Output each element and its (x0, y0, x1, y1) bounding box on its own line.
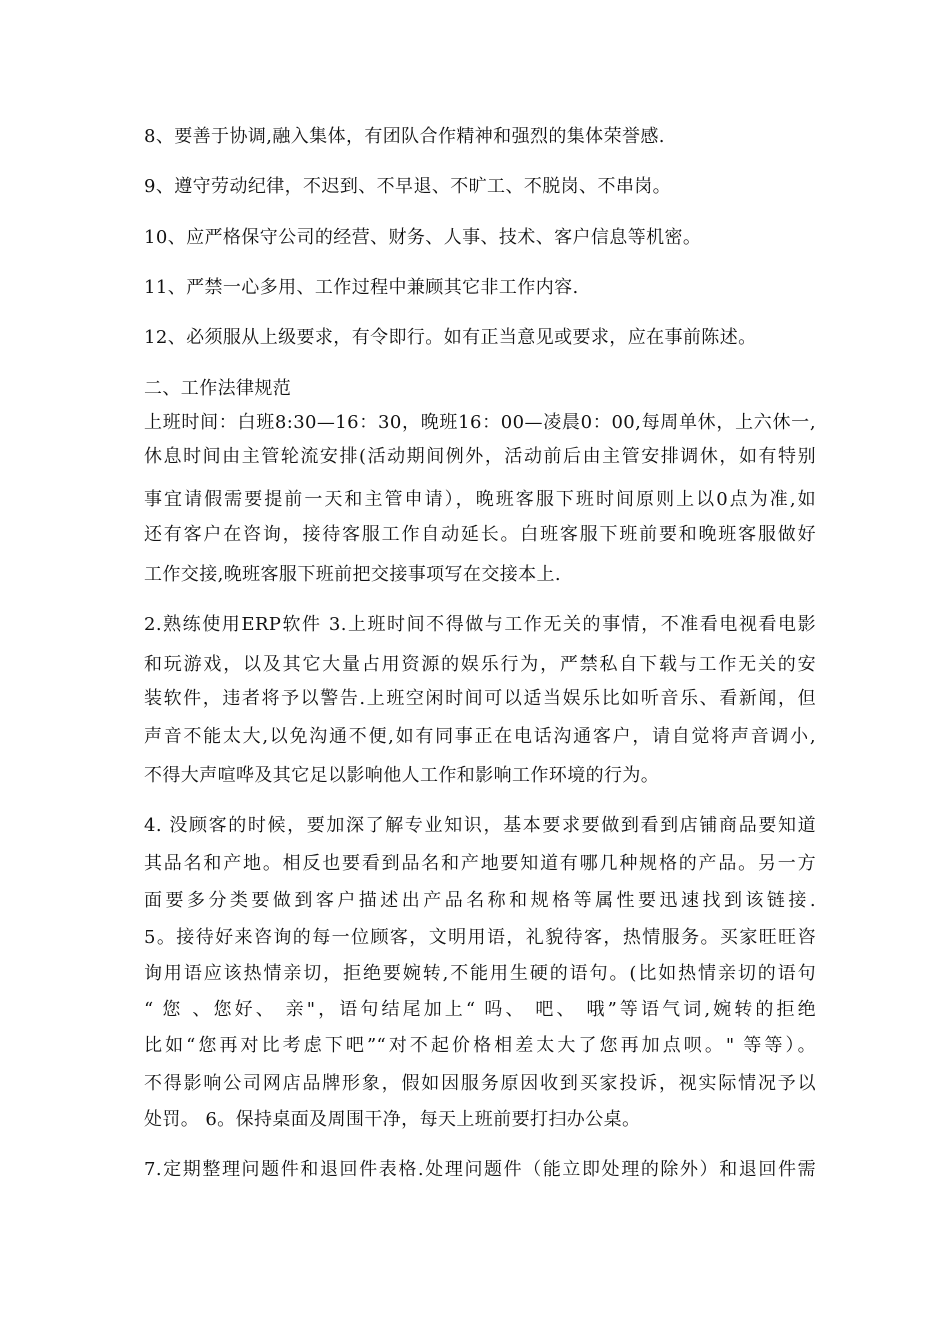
rule-10: 10、应严格保守公司的经营、财务、人事、技术、客户信息等机密。 (144, 227, 702, 248)
rule-11: 11、严禁一心多用、工作过程中兼顾其它非工作内容. (144, 277, 579, 298)
rule-9: 9、遵守劳动纪律，不迟到、不早退、不旷工、不脱岗、不串岗。 (144, 176, 672, 197)
paragraph-line: 处罚。 6。保持桌面及周围干净，每天上班前要打扫办公桌。 (144, 1109, 641, 1130)
rule-8: 8、要善于协调,融入集体，有团队合作精神和强烈的集体荣誉感. (144, 126, 665, 147)
paragraph-line: 2.熟练使用ERP软件 3.上班时间不得做与工作无关的事情，不准看电视看电影 (144, 614, 816, 635)
paragraph-line: 还有客户在咨询，接待客服工作自动延长。白班客服下班前要和晚班客服做好 (144, 524, 816, 545)
rule-12: 12、必须服从上级要求，有令即行。如有正当意见或要求，应在事前陈述。 (144, 327, 757, 348)
paragraph-line: 和玩游戏，以及其它大量占用资源的娱乐行为，严禁私自下载与工作无关的安 (144, 654, 816, 675)
paragraph-line: 休息时间由主管轮流安排(活动期间例外，活动前后由主管安排调休，如有特别 (144, 446, 816, 467)
paragraph-line: 4. 没顾客的时候，要加深了解专业知识，基本要求要做到看到店铺商品要知道 (144, 815, 816, 836)
paragraph-line: 事宜请假需要提前一天和主管申请），晚班客服下班时间原则上以0点为准,如 (144, 489, 816, 510)
paragraph-line: 工作交接,晚班客服下班前把交接事项写在交接本上. (144, 564, 562, 585)
paragraph-line: 比如“您再对比考虑下吧”“对不起价格相差太大了您再加点呗。" 等等）。 (144, 1035, 816, 1056)
paragraph-line: 其品名和产地。相反也要看到品名和产地要知道有哪几种规格的产品。另一方 (144, 853, 816, 874)
paragraph-line: 不得大声喧哗及其它足以影响他人工作和影响工作环境的行为。 (144, 765, 660, 786)
paragraph-line: 声音不能太大,以免沟通不便,如有同事正在电话沟通客户，请自觉将声音调小, (144, 726, 816, 747)
paragraph-line: 5。接待好来咨询的每一位顾客，文明用语，礼貌待客，热情服务。买家旺旺咨 (144, 927, 816, 948)
paragraph-line: 询用语应该热情亲切，拒绝要婉转,不能用生硬的语句。(比如热情亲切的语句 (144, 963, 816, 984)
paragraph-line: “ 您 、您好、 亲"，语句结尾加上“ 吗、 吧、 哦”等语气词,婉转的拒绝 (144, 999, 816, 1020)
paragraph-line: 面要多分类要做到客户描述出产品名称和规格等属性要迅速找到该链接. (144, 890, 816, 911)
paragraph-line: 不得影响公司网店品牌形象，假如因服务原因收到买家投诉，视实际情况予以 (144, 1073, 816, 1094)
paragraph-line: 7.定期整理问题件和退回件表格.处理问题件（能立即处理的除外）和退回件需 (144, 1159, 816, 1180)
section-heading: 二、工作法律规范 (144, 378, 292, 399)
paragraph-line: 装软件，违者将予以警告.上班空闲时间可以适当娱乐比如听音乐、看新闻，但 (144, 688, 816, 709)
paragraph-line: 上班时间：白班8:30—16：30，晚班16：00—凌晨0：00,每周单休，上六休一, (144, 412, 816, 433)
